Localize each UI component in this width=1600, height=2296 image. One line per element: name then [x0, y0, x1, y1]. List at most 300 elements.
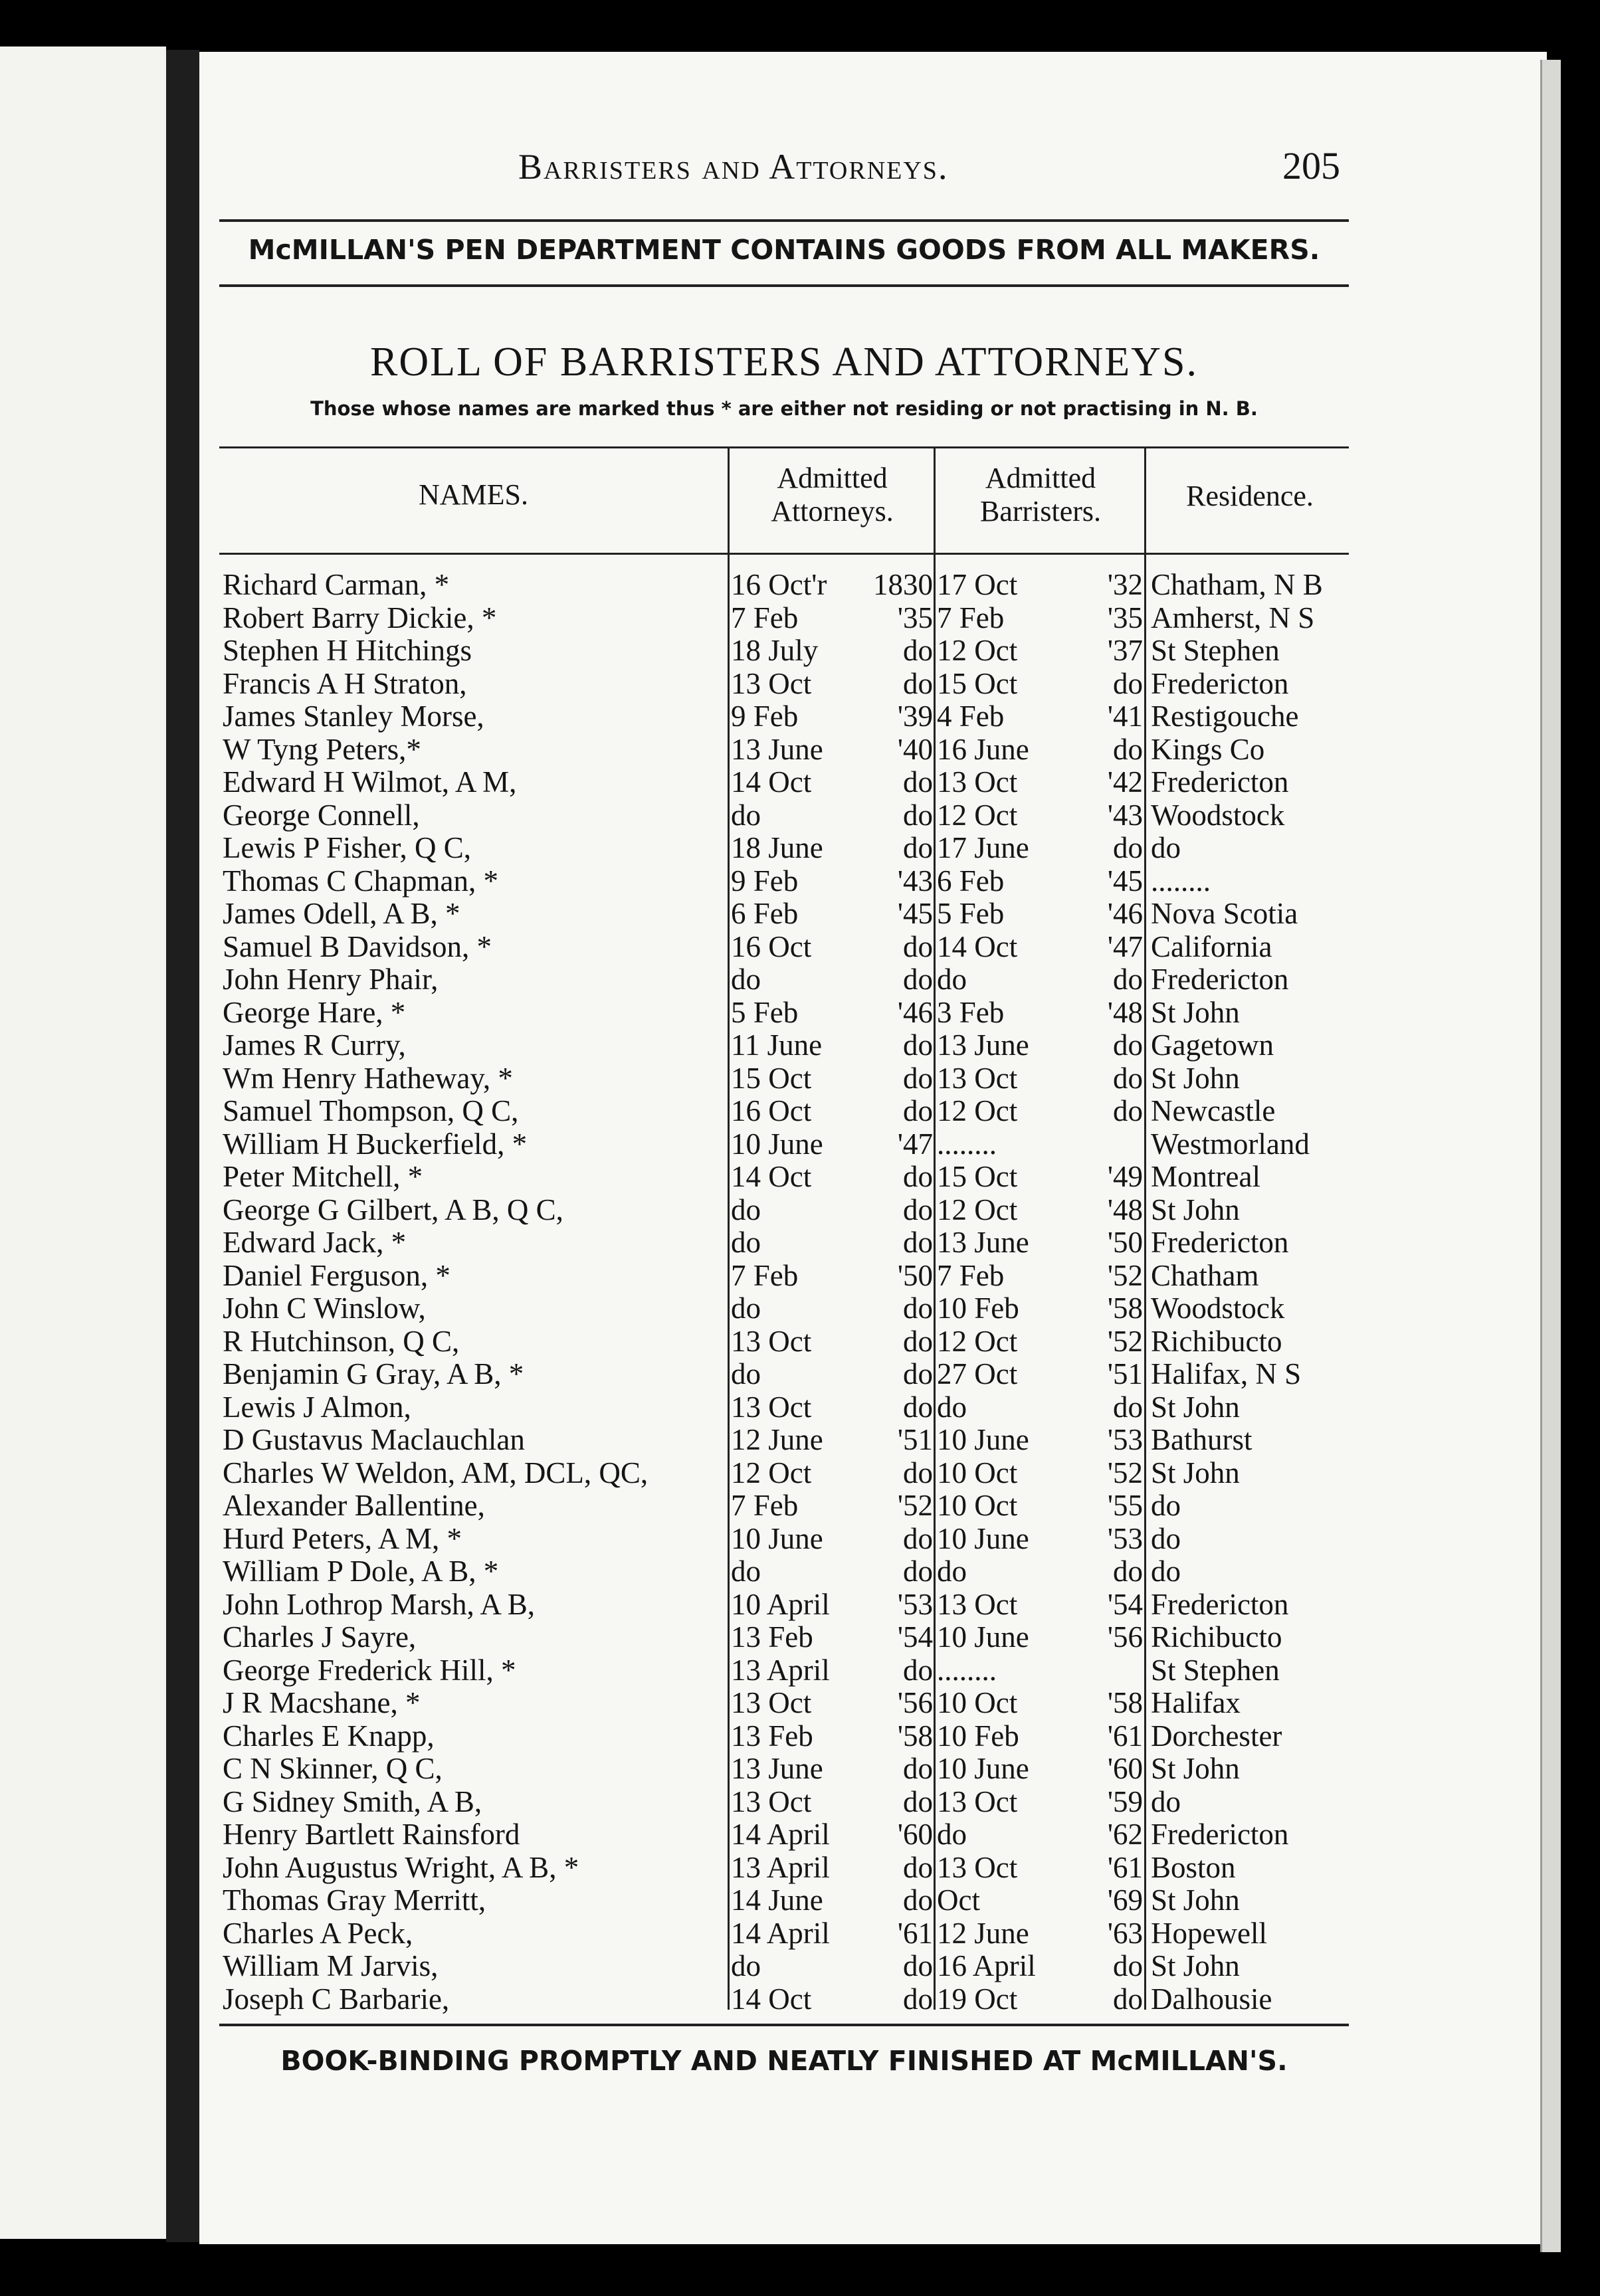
attorney-admission-date: 7 Feb	[731, 1489, 799, 1522]
barrister-admission-year: do	[1113, 1555, 1143, 1588]
barrister-admission-year: do	[1113, 1949, 1143, 1982]
table-row	[0, 1786, 1600, 1819]
barrister-name: James Odell, A B, *	[223, 897, 460, 930]
table-row	[0, 1391, 1600, 1424]
attorney-admission-year: '43	[897, 864, 933, 898]
table-row	[0, 733, 1600, 767]
table-row	[0, 1523, 1600, 1556]
barrister-admission-date: 10 June	[937, 1620, 1029, 1654]
table-row	[0, 898, 1600, 931]
barrister-admission-date: do	[937, 963, 967, 996]
barrister-admission-date: ........	[937, 1127, 997, 1161]
attorney-admission-year: do	[903, 1850, 933, 1884]
residence: St John	[1151, 1061, 1240, 1095]
barrister-admission-date: 10 Feb	[937, 1292, 1019, 1325]
residence: St Stephen	[1151, 634, 1280, 667]
table-row	[0, 1226, 1600, 1260]
attorney-admission-date: 13 Feb	[731, 1620, 813, 1654]
residence: do	[1151, 831, 1181, 864]
table-row	[0, 1687, 1600, 1720]
attorney-admission-year: '45	[897, 897, 933, 930]
residence: Richibucto	[1151, 1620, 1282, 1654]
barrister-admission-year: '55	[1107, 1489, 1143, 1522]
attorney-admission-year: do	[903, 1226, 933, 1259]
attorney-admission-date: 13 Oct	[731, 1324, 812, 1358]
residence: do	[1151, 1784, 1181, 1818]
barrister-admission-year: '42	[1107, 765, 1143, 799]
attorney-admission-date: 9 Feb	[731, 700, 799, 733]
attorney-admission-year: '51	[897, 1423, 933, 1456]
attorney-admission-date: 16 Oct	[731, 1094, 812, 1127]
attorney-admission-date: 10 June	[731, 1521, 823, 1555]
barrister-admission-year: '56	[1107, 1620, 1143, 1654]
attorney-admission-date: 15 Oct	[731, 1061, 812, 1095]
attorney-admission-date: do	[731, 1357, 761, 1390]
attorney-admission-year: do	[903, 1061, 933, 1095]
barrister-name: Edward Jack, *	[223, 1226, 407, 1259]
attorney-admission-year: do	[903, 798, 933, 832]
table-header-bottom-rule	[219, 553, 1349, 555]
barrister-admission-date: 12 Oct	[937, 1193, 1018, 1226]
roll-note: Those whose names are marked thus * are either not residing or not practising in N. B.	[310, 397, 1258, 420]
attorney-admission-date: 7 Feb	[731, 601, 799, 634]
attorney-admission-date: 13 Oct	[731, 1390, 812, 1424]
residence: ........	[1151, 864, 1211, 898]
table-row	[0, 1983, 1600, 2016]
barrister-admission-date: 13 Oct	[937, 1784, 1018, 1818]
attorney-admission-date: 6 Feb	[731, 897, 799, 930]
barrister-name: William P Dole, A B, *	[223, 1555, 499, 1588]
table-row	[0, 1588, 1600, 1622]
attorney-admission-year: do	[903, 1456, 933, 1489]
attorney-admission-date: 13 April	[731, 1850, 830, 1884]
barrister-admission-year: '37	[1107, 634, 1143, 667]
barrister-admission-date: 12 Oct	[937, 634, 1018, 667]
table-row	[0, 1555, 1600, 1588]
barrister-admission-date: 17 June	[937, 831, 1029, 864]
barrister-admission-year: do	[1113, 1094, 1143, 1127]
attorney-admission-date: do	[731, 1949, 761, 1982]
residence: Kings Co	[1151, 732, 1265, 766]
barrister-admission-year: '61	[1107, 1719, 1143, 1753]
table-row	[0, 931, 1600, 964]
attorney-admission-date: 16 Oct'r	[731, 568, 827, 601]
running-head: Barristers and Attorneys.	[518, 147, 949, 187]
barrister-admission-date: 13 Oct	[937, 1850, 1018, 1884]
attorney-admission-year: do	[903, 1028, 933, 1062]
attorney-admission-year: '61	[897, 1916, 933, 1950]
attorney-admission-year: do	[903, 1357, 933, 1390]
barrister-admission-date: 27 Oct	[937, 1357, 1018, 1390]
ad-rule	[219, 284, 1349, 287]
barrister-admission-date: 10 Oct	[937, 1456, 1018, 1489]
attorney-admission-date: do	[731, 1292, 761, 1325]
barrister-admission-year: '47	[1107, 929, 1143, 963]
barrister-admission-date: 16 June	[937, 732, 1029, 766]
barrister-admission-date: do	[937, 1390, 967, 1424]
barrister-admission-year: '49	[1107, 1160, 1143, 1193]
residence: Amherst, N S	[1151, 601, 1315, 634]
barrister-admission-year: do	[1113, 732, 1143, 766]
residence: Bathurst	[1151, 1423, 1252, 1456]
barrister-admission-year: do	[1113, 666, 1143, 700]
attorney-admission-year: do	[903, 1784, 933, 1818]
barrister-admission-year: '58	[1107, 1686, 1143, 1719]
bottom-advertisement: BOOK-BINDING PROMPTLY AND NEATLY FINISHED AT McMILLAN'S.	[280, 2045, 1288, 2077]
attorney-admission-date: 14 June	[731, 1883, 823, 1917]
attorney-admission-year: do	[903, 1653, 933, 1687]
residence: Newcastle	[1151, 1094, 1276, 1127]
barrister-admission-date: 15 Oct	[937, 1160, 1018, 1193]
residence: Halifax	[1151, 1686, 1241, 1719]
page-number: 205	[1282, 144, 1340, 187]
table-row	[0, 602, 1600, 635]
barrister-name: Thomas C Chapman, *	[223, 864, 498, 898]
footer-rule	[219, 2024, 1349, 2026]
attorney-admission-date: 12 June	[731, 1423, 823, 1456]
barrister-admission-date: ........	[937, 1653, 997, 1687]
residence: Chatham	[1151, 1258, 1259, 1292]
table-row	[0, 1161, 1600, 1194]
attorney-admission-year: do	[903, 1292, 933, 1325]
barrister-name: Stephen H Hitchings	[223, 634, 472, 667]
roll-table-body	[0, 569, 1600, 2016]
residence: St John	[1151, 1193, 1240, 1226]
attorney-admission-year: do	[903, 666, 933, 700]
attorney-admission-date: 13 June	[731, 732, 823, 766]
barrister-admission-date: do	[937, 1555, 967, 1588]
attorney-admission-date: do	[731, 963, 761, 996]
table-row	[0, 1194, 1600, 1227]
table-row	[0, 1753, 1600, 1786]
attorney-admission-date: do	[731, 1226, 761, 1259]
barrister-admission-date: 5 Feb	[937, 897, 1005, 930]
residence: St John	[1151, 1949, 1240, 1982]
barrister-name: W Tyng Peters,*	[223, 732, 421, 766]
barrister-name: George G Gilbert, A B, Q C,	[223, 1193, 563, 1226]
attorney-admission-date: 10 April	[731, 1587, 830, 1621]
residence: do	[1151, 1555, 1181, 1588]
residence: Nova Scotia	[1151, 897, 1298, 930]
barrister-name: Wm Henry Hatheway, *	[223, 1061, 513, 1095]
barrister-admission-date: 15 Oct	[937, 666, 1018, 700]
column-header-barristers-line1: Admitted	[985, 462, 1096, 494]
attorney-admission-year: do	[903, 1094, 933, 1127]
barrister-name: George Hare, *	[223, 995, 406, 1029]
residence: Fredericton	[1151, 1587, 1289, 1621]
barrister-name: John C Winslow,	[223, 1292, 426, 1325]
barrister-name: Samuel B Davidson, *	[223, 929, 492, 963]
attorney-admission-year: '53	[897, 1587, 933, 1621]
table-row	[0, 997, 1600, 1030]
attorney-admission-year: '46	[897, 995, 933, 1029]
barrister-admission-year: '48	[1107, 1193, 1143, 1226]
barrister-name: Richard Carman, *	[223, 568, 450, 601]
table-row	[0, 1621, 1600, 1654]
barrister-admission-date: 10 Oct	[937, 1686, 1018, 1719]
residence: Fredericton	[1151, 963, 1289, 996]
residence: Fredericton	[1151, 765, 1289, 799]
barrister-admission-year: '53	[1107, 1423, 1143, 1456]
table-row	[0, 1884, 1600, 1917]
residence: Restigouche	[1151, 700, 1299, 733]
barrister-name: Joseph C Barbarie,	[223, 1982, 450, 2016]
barrister-name: G Sidney Smith, A B,	[223, 1784, 482, 1818]
barrister-admission-year: '69	[1107, 1883, 1143, 1917]
barrister-admission-year: '60	[1107, 1752, 1143, 1785]
table-row	[0, 1917, 1600, 1951]
barrister-admission-year: '51	[1107, 1357, 1143, 1390]
residence: Hopewell	[1151, 1916, 1267, 1950]
residence: St Stephen	[1151, 1653, 1280, 1687]
barrister-name: J R Macshane, *	[223, 1686, 421, 1719]
attorney-admission-date: 9 Feb	[731, 864, 799, 898]
table-header-top-rule	[219, 446, 1349, 448]
barrister-admission-year: '61	[1107, 1850, 1143, 1884]
barrister-admission-year: '43	[1107, 798, 1143, 832]
barrister-name: John Lothrop Marsh, A B,	[223, 1587, 536, 1621]
barrister-admission-date: 3 Feb	[937, 995, 1005, 1029]
barrister-admission-year: do	[1113, 1028, 1143, 1062]
attorney-admission-year: '50	[897, 1258, 933, 1292]
residence: Woodstock	[1151, 798, 1285, 832]
residence: Dalhousie	[1151, 1982, 1272, 2016]
barrister-admission-date: Oct	[937, 1883, 980, 1917]
table-row	[0, 1457, 1600, 1490]
attorney-admission-date: 13 Oct	[731, 1686, 812, 1719]
residence: Halifax, N S	[1151, 1357, 1302, 1390]
table-row	[0, 1654, 1600, 1687]
table-row	[0, 1358, 1600, 1391]
attorney-admission-date: do	[731, 1193, 761, 1226]
attorney-admission-year: do	[903, 1193, 933, 1226]
column-header-barristers-line2: Barristers.	[979, 495, 1102, 527]
attorney-admission-date: 14 Oct	[731, 1160, 812, 1193]
attorney-admission-date: 10 June	[731, 1127, 823, 1161]
residence: Westmorland	[1151, 1127, 1310, 1161]
barrister-admission-date: 12 Oct	[937, 798, 1018, 832]
barrister-admission-year: '32	[1107, 568, 1143, 601]
barrister-name: William M Jarvis,	[223, 1949, 439, 1982]
attorney-admission-date: 13 Feb	[731, 1719, 813, 1753]
table-row	[0, 668, 1600, 701]
residence: Gagetown	[1151, 1028, 1274, 1062]
residence: California	[1151, 929, 1272, 963]
barrister-admission-date: 7 Feb	[937, 601, 1005, 634]
barrister-admission-year: '52	[1107, 1258, 1143, 1292]
table-row	[0, 799, 1600, 832]
barrister-admission-year: '62	[1107, 1818, 1143, 1851]
attorney-admission-year: '58	[897, 1719, 933, 1753]
barrister-admission-year: '50	[1107, 1226, 1143, 1259]
barrister-admission-date: do	[937, 1818, 967, 1851]
attorney-admission-date: 11 June	[731, 1028, 823, 1062]
table-row	[0, 1260, 1600, 1293]
attorney-admission-date: 12 Oct	[731, 1456, 812, 1489]
residence: do	[1151, 1521, 1181, 1555]
table-row	[0, 766, 1600, 799]
attorney-admission-year: do	[903, 765, 933, 799]
attorney-admission-year: 1830	[873, 568, 933, 601]
residence: St John	[1151, 1883, 1240, 1917]
attorney-admission-year: '56	[897, 1686, 933, 1719]
barrister-admission-date: 16 April	[937, 1949, 1036, 1982]
attorney-admission-year: do	[903, 1883, 933, 1917]
barrister-name: Daniel Ferguson, *	[223, 1258, 450, 1292]
barrister-admission-year: '63	[1107, 1916, 1143, 1950]
barrister-name: Charles J Sayre,	[223, 1620, 417, 1654]
column-header-attorneys-line1: Admitted	[777, 462, 888, 494]
barrister-name: Benjamin G Gray, A B, *	[223, 1357, 524, 1390]
column-header-residence	[1147, 480, 1353, 513]
column-header-names	[219, 478, 728, 512]
residence: St John	[1151, 1456, 1240, 1489]
table-row	[0, 1852, 1600, 1885]
barrister-name: R Hutchinson, Q C,	[223, 1324, 460, 1358]
barrister-admission-year: '41	[1107, 700, 1143, 733]
residence: Woodstock	[1151, 1292, 1285, 1325]
attorney-admission-date: 14 Oct	[731, 1982, 812, 2016]
residence: do	[1151, 1489, 1181, 1522]
barrister-name: Alexander Ballentine,	[223, 1489, 485, 1522]
barrister-name: Robert Barry Dickie, *	[223, 601, 497, 634]
attorney-admission-date: 16 Oct	[731, 929, 812, 963]
barrister-admission-date: 13 June	[937, 1028, 1029, 1062]
residence: Fredericton	[1151, 666, 1289, 700]
attorney-admission-date: 13 Oct	[731, 666, 812, 700]
table-row	[0, 1062, 1600, 1096]
barrister-admission-year: '45	[1107, 864, 1143, 898]
barrister-admission-year: do	[1113, 963, 1143, 996]
barrister-admission-year: '58	[1107, 1292, 1143, 1325]
attorney-admission-date: 18 July	[731, 634, 819, 667]
attorney-admission-year: do	[903, 963, 933, 996]
table-row	[0, 1128, 1600, 1161]
barrister-name: C N Skinner, Q C,	[223, 1752, 443, 1785]
barrister-admission-year: '59	[1107, 1784, 1143, 1818]
table-row	[0, 569, 1600, 602]
attorney-admission-year: do	[903, 634, 933, 667]
attorney-admission-date: 13 June	[731, 1752, 823, 1785]
table-row	[0, 1029, 1600, 1062]
attorney-admission-year: '52	[897, 1489, 933, 1522]
barrister-name: Henry Bartlett Rainsford	[223, 1818, 520, 1851]
barrister-admission-year: '52	[1107, 1456, 1143, 1489]
table-row	[0, 1489, 1600, 1523]
barrister-admission-date: 10 June	[937, 1521, 1029, 1555]
attorney-admission-date: 18 June	[731, 831, 823, 864]
barrister-admission-year: '35	[1107, 601, 1143, 634]
barrister-name: Charles W Weldon, AM, DCL, QC,	[223, 1456, 649, 1489]
barrister-admission-date: 6 Feb	[937, 864, 1005, 898]
barrister-admission-year: '52	[1107, 1324, 1143, 1358]
attorney-admission-date: 14 April	[731, 1916, 830, 1950]
table-row	[0, 700, 1600, 733]
attorney-admission-date: 13 April	[731, 1653, 830, 1687]
table-row	[0, 963, 1600, 997]
attorney-admission-date: 14 Oct	[731, 765, 812, 799]
attorney-admission-year: do	[903, 1982, 933, 2016]
barrister-name: George Connell,	[223, 798, 420, 832]
residence: Fredericton	[1151, 1226, 1289, 1259]
residence: Boston	[1151, 1850, 1236, 1884]
attorney-admission-year: do	[903, 1324, 933, 1358]
barrister-admission-date: 13 Oct	[937, 1587, 1018, 1621]
attorney-admission-date: do	[731, 1555, 761, 1588]
barrister-admission-year: do	[1113, 1061, 1143, 1095]
attorney-admission-year: do	[903, 1752, 933, 1785]
barrister-admission-date: 10 Feb	[937, 1719, 1019, 1753]
barrister-admission-date: 10 June	[937, 1423, 1029, 1456]
column-header-barristers	[937, 462, 1144, 528]
attorney-admission-year: '40	[897, 732, 933, 766]
residence: Chatham, N B	[1151, 568, 1323, 601]
attorney-admission-year: '35	[897, 601, 933, 634]
table-row	[0, 1095, 1600, 1128]
barrister-name: Thomas Gray Merritt,	[223, 1883, 486, 1917]
barrister-admission-year: do	[1113, 1982, 1143, 2016]
barrister-admission-year: '53	[1107, 1521, 1143, 1555]
column-header-names-label: NAMES.	[418, 478, 529, 511]
column-header-residence-label: Residence.	[1186, 480, 1314, 512]
barrister-name: John Henry Phair,	[223, 963, 439, 996]
barrister-name: Hurd Peters, A M, *	[223, 1521, 462, 1555]
barrister-admission-year: do	[1113, 1390, 1143, 1424]
attorney-admission-year: '60	[897, 1818, 933, 1851]
barrister-name: Peter Mitchell, *	[223, 1160, 423, 1193]
table-row	[0, 1818, 1600, 1852]
column-header-attorneys	[731, 462, 934, 528]
barrister-name: John Augustus Wright, A B, *	[223, 1850, 579, 1884]
barrister-admission-year: '54	[1107, 1587, 1143, 1621]
barrister-name: Francis A H Straton,	[223, 666, 467, 700]
barrister-name: Charles A Peck,	[223, 1916, 413, 1950]
attorney-admission-year: do	[903, 929, 933, 963]
top-rule	[219, 219, 1349, 222]
attorney-admission-year: do	[903, 1555, 933, 1588]
barrister-admission-date: 12 June	[937, 1916, 1029, 1950]
barrister-admission-date: 17 Oct	[937, 568, 1018, 601]
table-row	[0, 832, 1600, 865]
attorney-admission-year: '54	[897, 1620, 933, 1654]
barrister-admission-date: 13 June	[937, 1226, 1029, 1259]
barrister-admission-date: 19 Oct	[937, 1982, 1018, 2016]
barrister-admission-date: 12 Oct	[937, 1324, 1018, 1358]
attorney-admission-date: 5 Feb	[731, 995, 799, 1029]
barrister-name: Samuel Thompson, Q C,	[223, 1094, 519, 1127]
barrister-admission-date: 12 Oct	[937, 1094, 1018, 1127]
residence: St John	[1151, 995, 1240, 1029]
attorney-admission-date: do	[731, 798, 761, 832]
table-row	[0, 1720, 1600, 1753]
table-row	[0, 1325, 1600, 1359]
table-row	[0, 865, 1600, 898]
barrister-admission-date: 10 June	[937, 1752, 1029, 1785]
barrister-name: Lewis P Fisher, Q C,	[223, 831, 472, 864]
barrister-name: D Gustavus Maclauchlan	[223, 1423, 525, 1456]
barrister-admission-year: '48	[1107, 995, 1143, 1029]
table-row	[0, 1292, 1600, 1325]
attorney-admission-date: 13 Oct	[731, 1784, 812, 1818]
barrister-admission-year: do	[1113, 831, 1143, 864]
barrister-admission-date: 4 Feb	[937, 700, 1005, 733]
barrister-name: Lewis J Almon,	[223, 1390, 411, 1424]
attorney-admission-year: '47	[897, 1127, 933, 1161]
residence: Fredericton	[1151, 1818, 1289, 1851]
top-advertisement: McMILLAN'S PEN DEPARTMENT CONTAINS GOODS FROM ALL MAKERS.	[248, 234, 1320, 266]
barrister-name: George Frederick Hill, *	[223, 1653, 516, 1687]
attorney-admission-year: '39	[897, 700, 933, 733]
